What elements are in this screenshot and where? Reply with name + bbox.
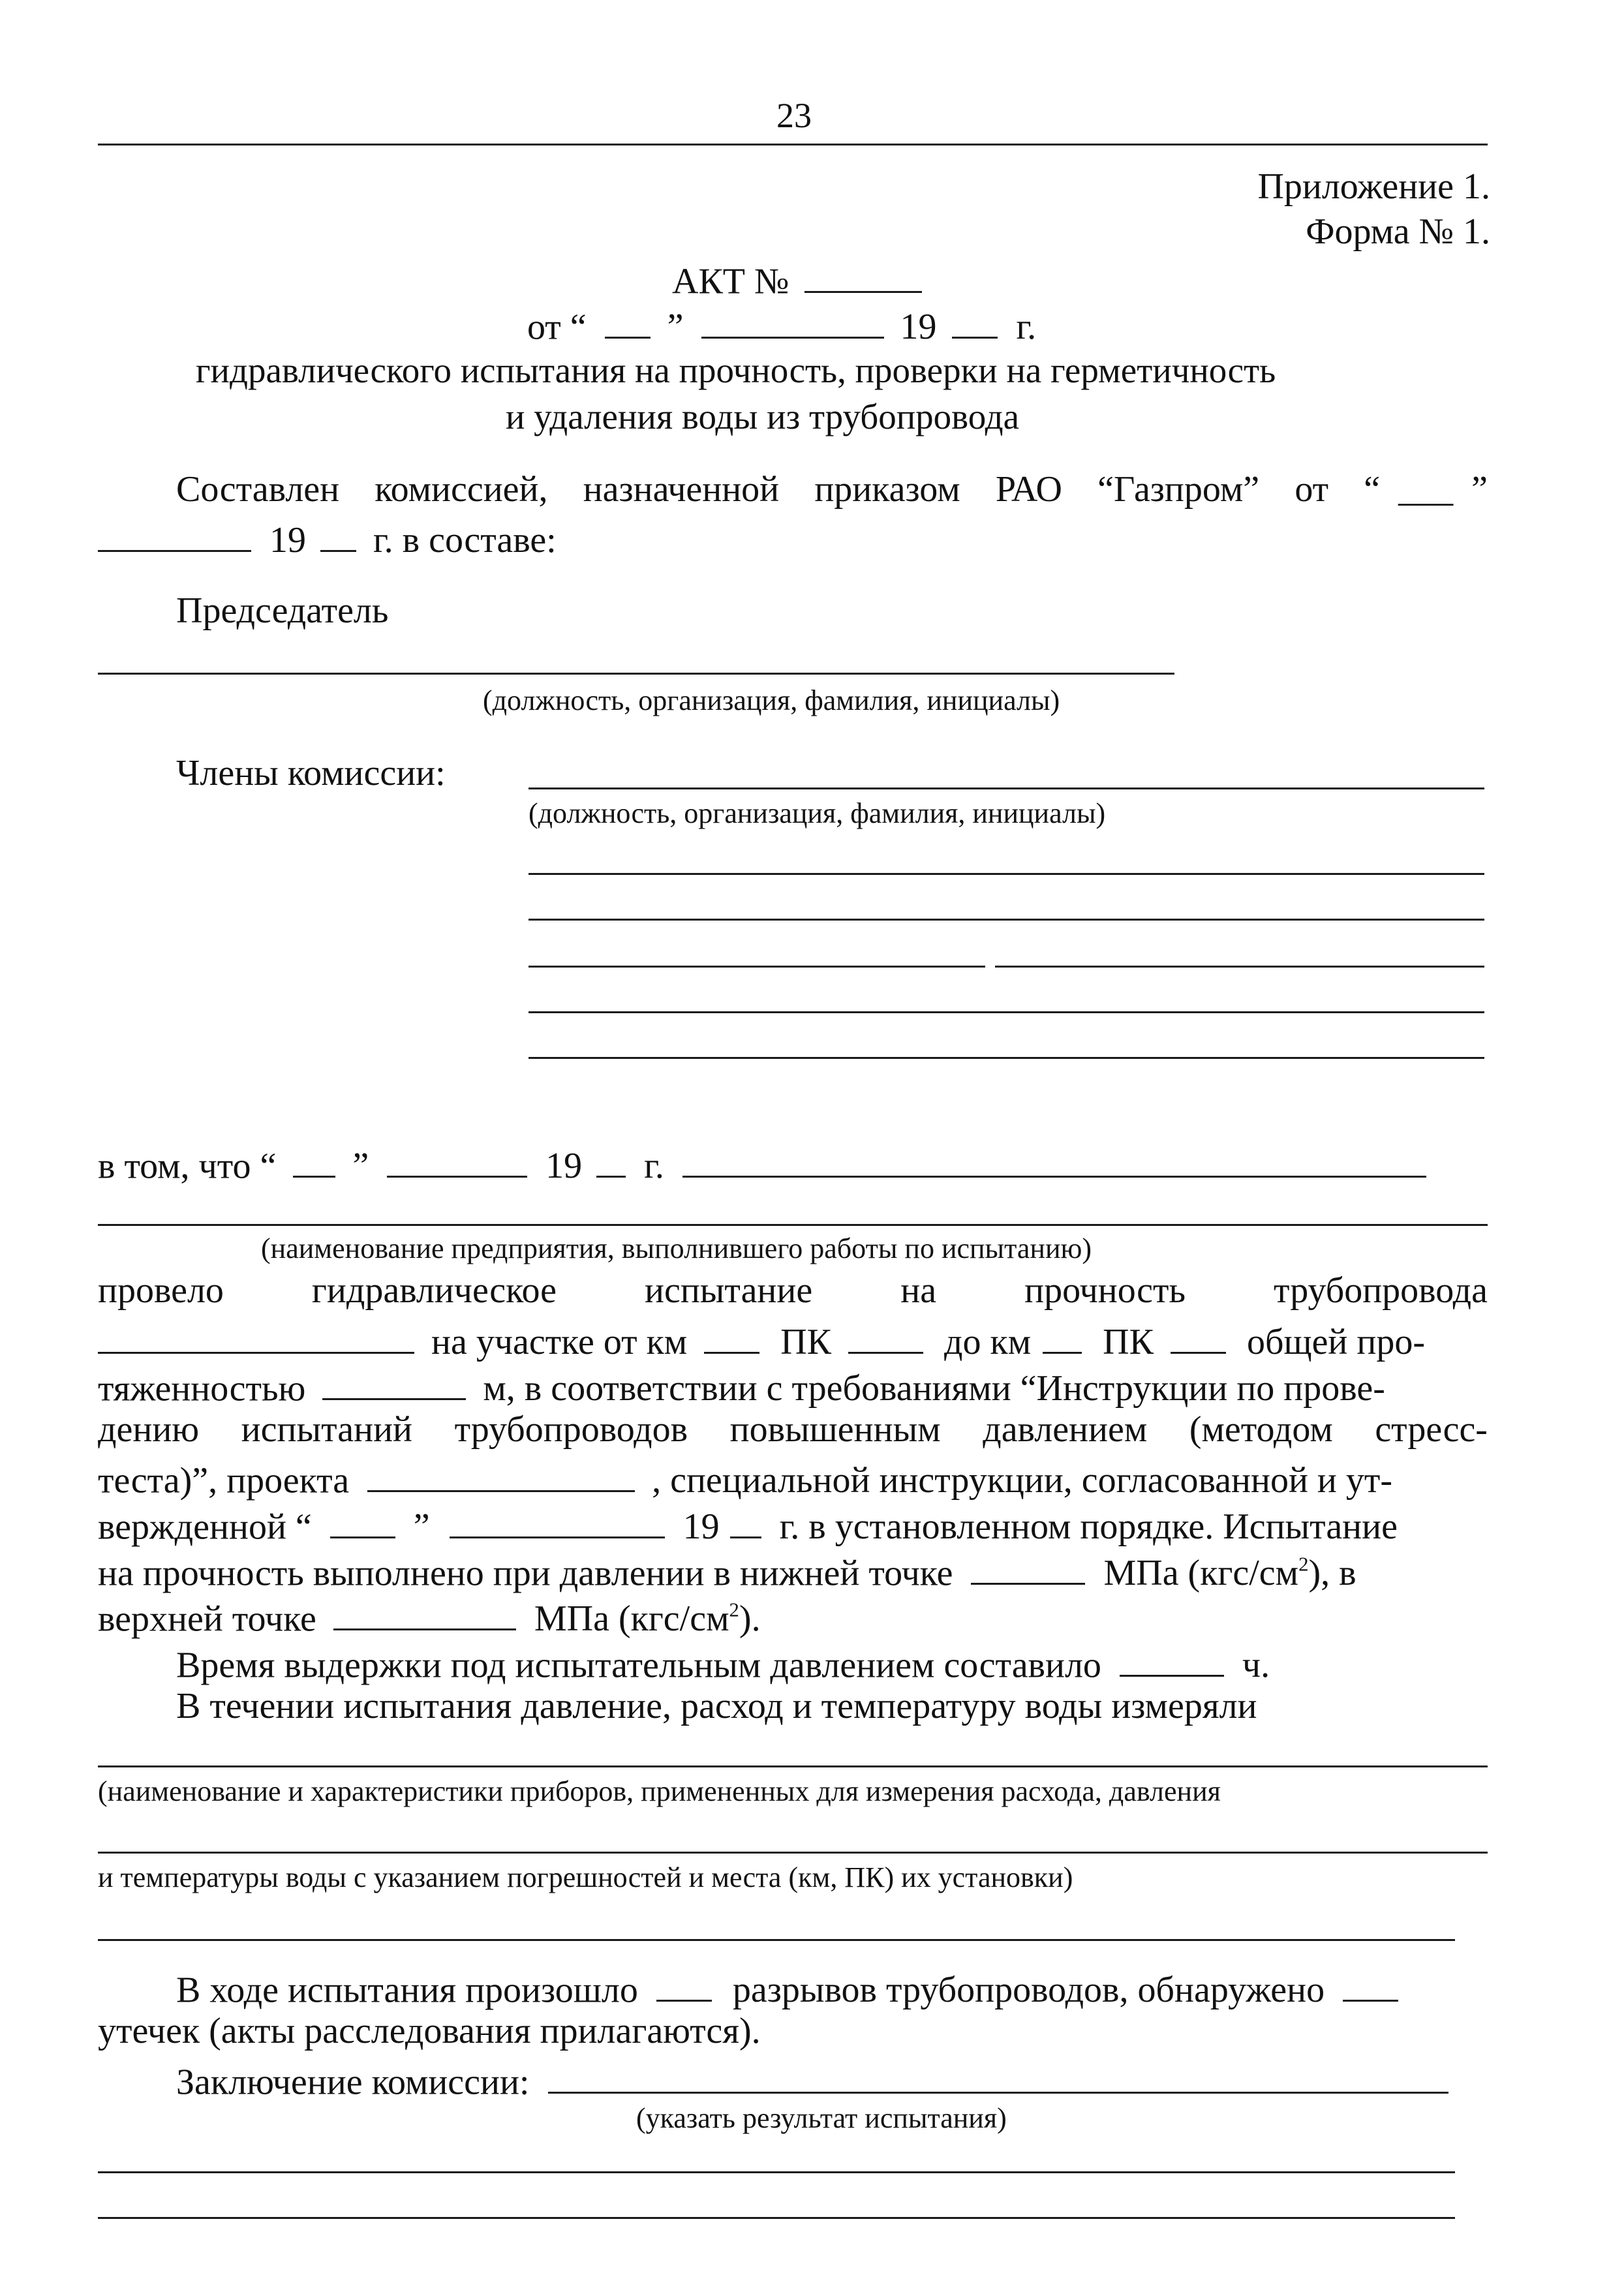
in-that-quote: ” [352,1146,369,1187]
chairman-line [98,673,1174,675]
in-that-day-blank [293,1143,335,1178]
length-blank [322,1366,466,1400]
act-year-prefix: 19 [900,307,937,348]
composed-word: Составлен [176,469,340,510]
members-line-5 [529,1011,1484,1013]
in-that-prefix: в том, что “ [98,1146,277,1187]
conclusion-label: Заключение комиссии: [176,2062,530,2103]
body-word: испытание [645,1270,813,1311]
conclusion-line [176,2059,1448,2103]
composed-line-2 [98,517,557,561]
in-that-caption: (наименование предприятия, выполнившего работы по испытанию) [261,1232,1092,1264]
composed-word: “ ___ ” [1364,469,1488,510]
body-word: повышенным [729,1409,941,1450]
approved-month-blank [450,1504,665,1538]
members-line-4a [529,966,985,968]
act-date-line [527,304,1037,348]
approved-day-blank [330,1504,395,1538]
act-month-blank [701,304,884,339]
body-word: дению [98,1409,200,1450]
body-line-6 [98,1504,1398,1548]
body-text: верхней точке [98,1598,316,1640]
act-day-blank [605,304,651,339]
act-date-from: от “ [527,307,587,348]
body-text: ПК [1103,1322,1154,1363]
km-from-blank [704,1319,759,1354]
in-that-suffix: г. [644,1146,664,1187]
composed-line-1 [176,471,1488,508]
body-line-7 [98,1550,1356,1594]
act-title [672,258,922,302]
act-number-blank [804,258,922,293]
members-line-1 [529,787,1484,789]
body-word: на [900,1270,937,1311]
conclusion-line-3 [98,2217,1455,2219]
appendix-label: Приложение 1. [1257,166,1490,207]
members-line-2 [529,873,1484,875]
composed-month-blank [98,517,251,552]
hold-time-line [176,1642,1270,1686]
members-label: Члены комиссии: [176,753,446,793]
body-word: стресс- [1375,1409,1488,1450]
body-text: ч. [1242,1645,1270,1686]
in-that-org-blank [682,1143,1426,1178]
members-line-6 [529,1057,1484,1059]
composed-word: “Газпром” [1097,469,1260,510]
members-line-4b [995,966,1484,968]
body-word: (методом [1189,1409,1333,1450]
body-line-4 [98,1411,1488,1448]
composed-year-blank [320,517,356,552]
members-caption: (должность, организация, фамилия, инициалы) [529,797,1106,829]
body-word: давлением [983,1409,1148,1450]
body-text: на прочность выполнено при давлении в нижней точке [98,1553,953,1594]
chairman-label: Председатель [176,590,389,631]
composed-word: приказом [814,469,960,510]
body-line-3 [98,1366,1385,1407]
chairman-caption: (должность, организация, фамилия, инициалы) [483,684,1060,716]
pk-to-blank [1171,1319,1226,1354]
instruments-line-2 [98,1852,1488,1854]
body-text: общей про- [1246,1322,1426,1363]
body-text: ” [413,1506,430,1548]
in-that-year-blank [596,1143,626,1178]
body-word: гидравлическое [311,1270,557,1311]
instruments-caption-2: и температуры воды с указанием погрешностей и места (км, ПК) их установки) [98,1861,1073,1893]
instruments-line-1 [98,1765,1488,1767]
body-text: ПК [780,1322,832,1363]
measure-line: В течении испытания давление, расход и температуру воды измеряли [176,1686,1257,1726]
body-text: до км [944,1322,1032,1363]
conclusion-caption: (указать результат испытания) [636,2102,1007,2134]
form-label: Форма № 1. [1306,211,1490,252]
body-word: провело [98,1270,224,1311]
body-text: 19 [682,1506,720,1548]
body-word: трубопровода [1274,1270,1488,1311]
hold-time-blank [1120,1642,1224,1677]
body-text: тяженностью [98,1368,306,1409]
body-line-2 [98,1319,1426,1363]
conclusion-line-2 [98,2171,1455,2173]
body-text: на участке от км [431,1322,688,1363]
km-to-blank [1043,1319,1082,1354]
leaks-blank [1343,1967,1398,2002]
act-year-blank [952,304,998,339]
body-text: , специальной инструкции, согласованной и ут- [652,1460,1392,1501]
breaks-line [176,1967,1398,2011]
body-word: испытаний [241,1409,413,1450]
in-that-month-blank [387,1143,527,1178]
body-text: разрывов трубопроводов, обнаружено [732,1970,1325,2011]
composed-year: 19 [269,520,306,561]
body-text: м, в соответствии с требованиями “Инструкции по прове- [483,1368,1385,1409]
page-number: 23 [776,96,812,135]
composed-word: от [1295,469,1329,510]
body-word: трубопроводов [454,1409,688,1450]
leaks-line: утечек (акты расследования прилагаются). [98,2011,761,2051]
body-line-8 [98,1596,761,1640]
breaks-blank [656,1967,712,2002]
body-text: вержденной “ [98,1506,312,1548]
body-text: МПа $(кгс/см^2)$, в [1103,1553,1356,1594]
body-text: МПа $(кгс/см^2)$. [534,1598,761,1640]
upper-pressure-blank [333,1596,516,1630]
pipeline-blank [98,1319,414,1354]
body-line-1 [98,1272,1488,1309]
act-year-suffix: г. [1016,307,1037,348]
instruments-line-3 [98,1939,1455,1941]
body-line-5 [98,1458,1392,1499]
act-date-quote: ” [667,307,684,348]
composed-word: назначенной [583,469,780,510]
composed-word: РАО [995,469,1062,510]
pk-from-blank [848,1319,923,1354]
project-blank [367,1458,635,1492]
body-text: Время выдержки под испытательным давлением составило [176,1645,1101,1686]
conclusion-blank [548,2059,1448,2094]
members-line-3 [529,919,1484,921]
composed-word: комиссией, [375,469,548,510]
approved-year-blank [730,1504,761,1538]
in-that-year: 19 [545,1146,583,1187]
composed-rest: г. в составе: [373,520,557,561]
act-title-text: АКТ № [672,261,789,302]
act-subtitle-1: гидравлического испытания на прочность, проверки на герметичность [196,350,1276,390]
body-word: прочность [1024,1270,1186,1311]
in-that-line-2 [98,1224,1488,1226]
act-subtitle-2: и удаления воды из трубопровода [506,397,1020,436]
body-text: г. в установленном порядке. Испытание [779,1506,1398,1548]
body-text: теста)”, проекта [98,1460,350,1501]
body-text: В ходе испытания произошло [176,1970,638,2011]
instruments-caption-1: (наименование и характеристики приборов, примененных для измерения расхода, давления [98,1775,1221,1807]
header-rule [98,144,1488,145]
lower-pressure-blank [971,1550,1085,1585]
in-that-line [98,1143,1426,1187]
